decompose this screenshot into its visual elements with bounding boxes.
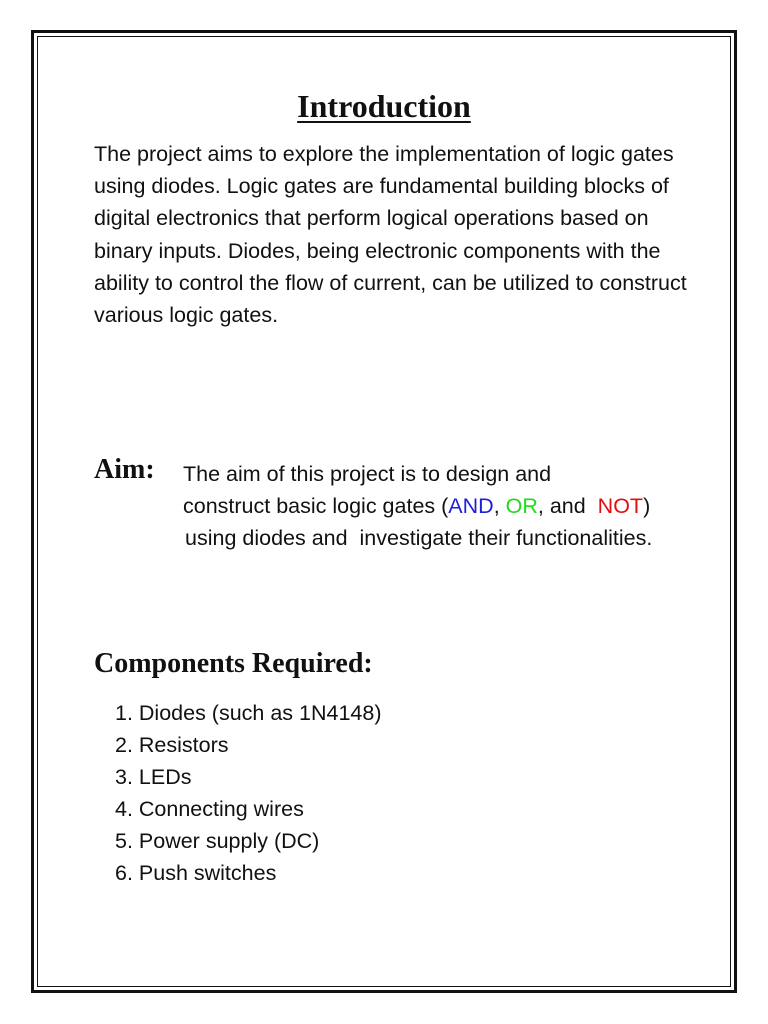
aim-separator-2: , and — [537, 494, 598, 518]
and-gate-label: AND — [448, 494, 494, 518]
aim-line-3: using diodes and investigate their functionalities. — [185, 526, 653, 550]
list-item: 2. Resistors — [115, 733, 229, 757]
introduction-paragraph: The project aims to explore the implementation of logic gates using diodes. Logic gates are fundamental building blocks of digital electronics that perform logical operations based on binary inputs. Diodes, being electronic components with the ability to control the flow of current, can be utilized to construct various logic gates. — [94, 142, 687, 328]
list-item: 4. Connecting wires — [115, 797, 304, 821]
components-list — [115, 697, 382, 889]
aim-line-2-prefix: construct basic logic gates ( — [183, 494, 449, 518]
aim-heading: Aim: — [94, 454, 155, 485]
aim-separator-1: , — [493, 494, 506, 518]
list-item: 3. LEDs — [115, 765, 192, 789]
aim-paragraph — [183, 458, 703, 554]
list-item: 5. Power supply (DC) — [115, 829, 320, 853]
list-item: 1. Diodes (such as 1N4148) — [115, 701, 382, 725]
aim-line-1: The aim of this project is to design and — [183, 462, 552, 486]
introduction-heading: Introduction — [297, 88, 471, 124]
not-gate-label: NOT — [597, 494, 644, 518]
or-gate-label: OR — [505, 494, 538, 518]
components-heading: Components Required: — [94, 648, 373, 679]
aim-line-2 — [183, 490, 703, 522]
list-item: 6. Push switches — [115, 861, 277, 885]
aim-line-2-suffix: ) — [643, 494, 651, 518]
